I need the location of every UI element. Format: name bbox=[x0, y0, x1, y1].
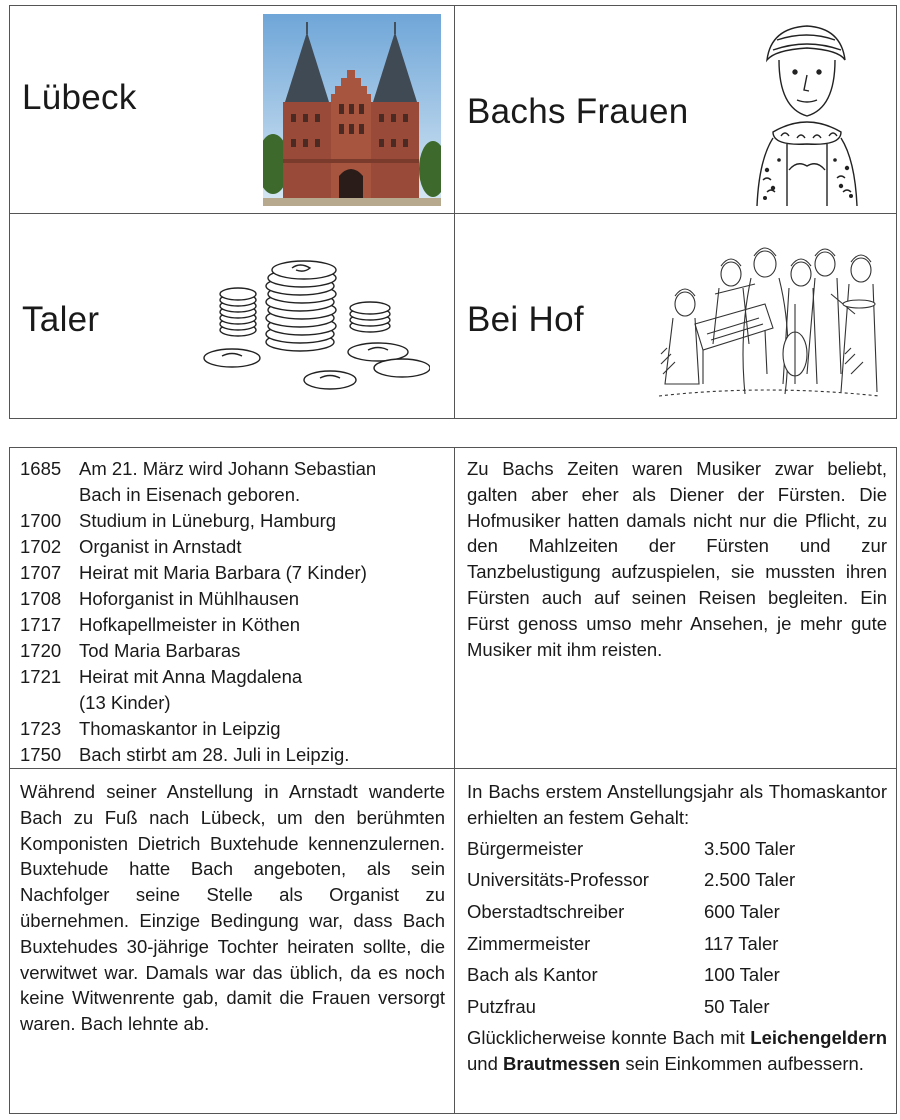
court-musicians-drawing bbox=[655, 234, 883, 404]
timeline-text: Studium in Lüneburg, Hamburg bbox=[79, 510, 337, 531]
timeline-row bbox=[20, 638, 448, 664]
timeline-row bbox=[20, 612, 448, 638]
salary-job: Oberstadtschreiber bbox=[467, 901, 625, 922]
picture-card-grid bbox=[9, 5, 897, 419]
holstentor-photo bbox=[263, 14, 441, 206]
timeline-row bbox=[20, 456, 448, 508]
timeline-row bbox=[20, 508, 448, 534]
card-title-hof: Bei Hof bbox=[467, 300, 584, 339]
grid-divider-vertical bbox=[454, 448, 455, 1113]
timeline-text: Hofkapellmeister in Köthen bbox=[79, 614, 301, 635]
salary-table bbox=[467, 833, 887, 1023]
timeline-year: 1685 bbox=[20, 458, 62, 479]
timeline-year: 1717 bbox=[20, 614, 62, 635]
card-frauen bbox=[455, 6, 899, 213]
timeline-year: 1721 bbox=[20, 666, 62, 687]
card-hof bbox=[455, 214, 899, 421]
timeline-text: Tod Maria Barbaras bbox=[79, 640, 241, 661]
taler-outro-bold-brautmessen: Brautmessen bbox=[503, 1052, 621, 1074]
text-card-grid bbox=[9, 447, 897, 1114]
timeline-text-wrap bbox=[79, 664, 448, 716]
card-luebeck bbox=[10, 6, 454, 213]
card-title-taler: Taler bbox=[22, 300, 100, 339]
timeline-year: 1707 bbox=[20, 562, 62, 583]
timeline-row bbox=[20, 716, 448, 742]
taler-outro-text: und bbox=[467, 1052, 504, 1074]
timeline-row bbox=[20, 664, 448, 716]
timeline-text: Am 21. März wird Johann Sebastian bbox=[79, 458, 377, 479]
hof-text-card bbox=[467, 456, 887, 662]
timeline-text: Heirat mit Anna Magdalena bbox=[79, 666, 303, 687]
card-taler bbox=[10, 214, 454, 421]
timeline-text: Thomaskantor in Leipzig bbox=[79, 718, 281, 739]
timeline-year: 1720 bbox=[20, 640, 62, 661]
salary-row bbox=[467, 959, 887, 991]
timeline-year: 1708 bbox=[20, 588, 62, 609]
timeline-text-cont: (13 Kinder) bbox=[79, 692, 171, 713]
salary-amount: 117 Taler bbox=[704, 932, 779, 954]
salary-row bbox=[467, 928, 887, 960]
timeline-year: 1750 bbox=[20, 744, 62, 765]
salary-row bbox=[467, 833, 887, 865]
timeline-text: Organist in Arnstadt bbox=[79, 536, 242, 557]
timeline-text: Bach stirbt am 28. Juli in Leipzig. bbox=[79, 744, 350, 765]
salary-amount: 3.500 Taler bbox=[704, 837, 796, 859]
timeline-text: Hoforganist in Mühlhausen bbox=[79, 588, 300, 609]
grid-divider-horizontal bbox=[10, 768, 896, 769]
taler-text-card bbox=[467, 779, 887, 1076]
salary-row bbox=[467, 991, 887, 1023]
timeline-row bbox=[20, 534, 448, 560]
timeline-year: 1723 bbox=[20, 718, 62, 739]
coins-drawing bbox=[190, 254, 430, 394]
taler-outro-bold-leichengeldern: Leichengeldern bbox=[750, 1026, 887, 1048]
woman-drawing bbox=[737, 20, 877, 206]
salary-amount: 50 Taler bbox=[704, 996, 770, 1018]
timeline-year: 1700 bbox=[20, 510, 62, 531]
timeline-row bbox=[20, 560, 448, 586]
timeline-card bbox=[20, 456, 448, 768]
timeline-row bbox=[20, 586, 448, 612]
salary-row bbox=[467, 896, 887, 928]
salary-amount: 2.500 Taler bbox=[704, 869, 796, 891]
taler-outro bbox=[467, 1025, 887, 1077]
taler-outro-text: sein Einkommen aufbessern. bbox=[620, 1052, 864, 1074]
luebeck-paragraph: Während seiner Anstellung in Arnstadt wanderte Bach zu Fuß nach Lübeck, um den berühmten Komponisten Dietrich Buxtehude kennenzulernen. Buxtehude hatte Bach angeboten, als sein Nachfolger seine Stelle als Organist zu übernehmen. Einzige Bedingung war, dass Bach Buxtehudes 30-jährige Tochter heiraten sollte, die verwitwet war. Damals war das üblich, da es noch keine Witwenrente gab, damit die Frauen versorgt waren. Bach lehnte ab. bbox=[20, 781, 445, 1035]
salary-amount: 100 Taler bbox=[704, 964, 780, 986]
timeline-row bbox=[20, 742, 448, 768]
hof-paragraph: Zu Bachs Zeiten waren Musiker zwar beliebt, galten aber eher als Diener der Fürsten. Die Hofmusiker hatten damals nicht nur die Pflicht, zu den Mahlzeiten der Fürsten und zur Tanzbelustigung aufzuspielen, sie mussten ihren Fürsten auch auf seinen Reisen begleiten. Ein Fürst genoss umso mehr Ansehen, je mehr gute Musiker mit ihm reisten. bbox=[467, 458, 887, 660]
taler-outro-text: Glücklicherweise konnte Bach mit bbox=[467, 1026, 751, 1048]
card-title-frauen: Bachs Frauen bbox=[467, 92, 689, 131]
timeline-text-cont: Bach in Eisenach geboren. bbox=[79, 484, 301, 505]
salary-job: Bach als Kantor bbox=[467, 964, 598, 986]
salary-job: Zimmermeister bbox=[467, 932, 591, 954]
salary-row bbox=[467, 864, 887, 896]
timeline-text-wrap bbox=[79, 456, 448, 508]
salary-job: Bürgermeister bbox=[467, 837, 584, 859]
timeline-text: Heirat mit Maria Barbara (7 Kinder) bbox=[79, 562, 367, 583]
timeline-year: 1702 bbox=[20, 536, 62, 557]
salary-job: Putzfrau bbox=[467, 996, 536, 1018]
taler-intro: In Bachs erstem Anstellungsjahr als Thomaskantor erhielten an festem Gehalt: bbox=[467, 781, 887, 828]
luebeck-text-card bbox=[20, 779, 445, 1037]
salary-amount: 600 Taler bbox=[704, 901, 780, 922]
card-title-luebeck: Lübeck bbox=[22, 78, 137, 117]
salary-job: Universitäts-Professor bbox=[467, 869, 649, 891]
